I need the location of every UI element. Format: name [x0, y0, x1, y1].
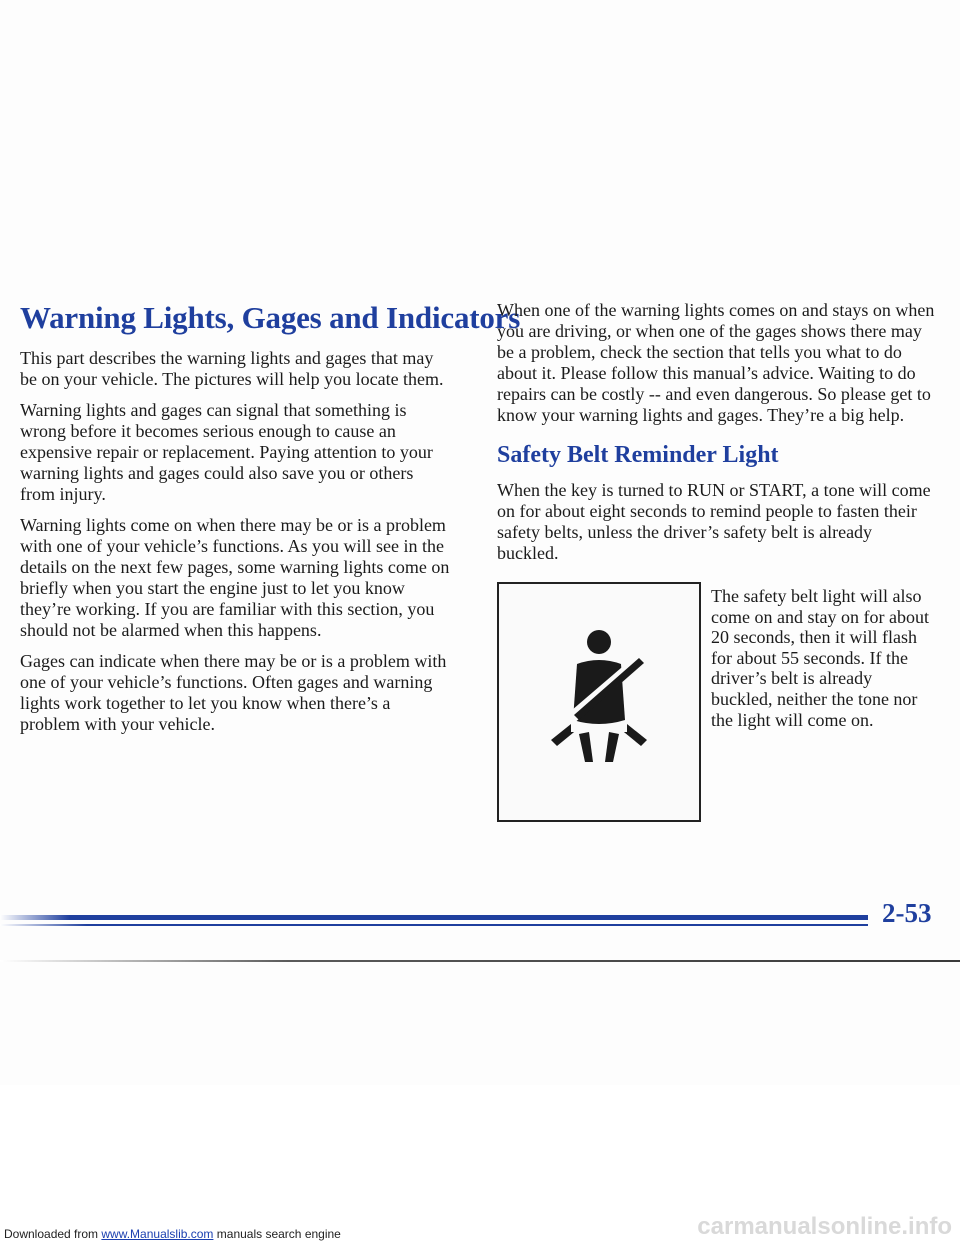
page-number: 2-53 [882, 898, 932, 928]
indicator-block [497, 582, 937, 837]
indicator-icon-frame [497, 582, 701, 822]
page-title: Warning Lights, Gages and Indicators [20, 300, 521, 335]
left-column [20, 300, 521, 745]
paragraph: Warning lights come on when there may be or is a problem with one of your vehicle’s functions. As you will see in the details on the next few pages, some warning lights come on briefly when you start the engine just to let you know they’re working. If you are familiar with this section, you should not be alarmed when this happens. [20, 515, 450, 640]
scan-edge-line [0, 960, 960, 962]
section-paragraph: When the key is turned to RUN or START, a tone will come on for about eight seconds to remind people to fasten their safety belts, unless the driver’s safety belt is already buckled. [497, 480, 931, 563]
indicator-description [711, 586, 937, 730]
download-footer [0, 1085, 960, 1242]
intro-paragraph: When one of the warning lights comes on and stays on when you are driving, or when one of the gages shows there may be a problem, check the section that tells you what to do about it. Please follow this manual’s advice. Waiting to do repairs can be costly -- and even dangerous. So please get to know your warning lights and gages. They’re a big help. [497, 300, 935, 425]
footer-source-line [4, 1227, 341, 1241]
indicator-paragraph: The safety belt light will also come on and stay on for about 20 seconds, then it will flash for about 55 seconds. If the driver’s belt is already buckled, neither the tone nor the light will come on. [711, 586, 929, 730]
section-title: Safety Belt Reminder Light [497, 442, 779, 468]
footer-suffix: manuals search engine [213, 1227, 341, 1241]
right-column [497, 300, 937, 837]
footer-prefix: Downloaded from [4, 1227, 102, 1241]
page-rule-thin [0, 924, 868, 926]
paragraph: Gages can indicate when there may be or is a problem with one of your vehicle’s functions. Often gages and warning lights work together to let you know when there’s a problem with your vehicle. [20, 651, 447, 734]
paragraph: Warning lights and gages can signal that something is wrong before it becomes serious enough to cause an expensive repair or replacement. Paying attention to your warning lights and gages could also save you or others from injury. [20, 400, 433, 504]
watermark-logo: carmanualsonline.info [697, 1213, 952, 1240]
manualslib-link[interactable]: www.Manualslib.com [101, 1227, 214, 1241]
page-rule-thick [0, 915, 868, 920]
paragraph: This part describes the warning lights and gages that may be on your vehicle. The pictures will help you locate them. [20, 348, 444, 389]
seat-belt-icon [549, 628, 649, 763]
